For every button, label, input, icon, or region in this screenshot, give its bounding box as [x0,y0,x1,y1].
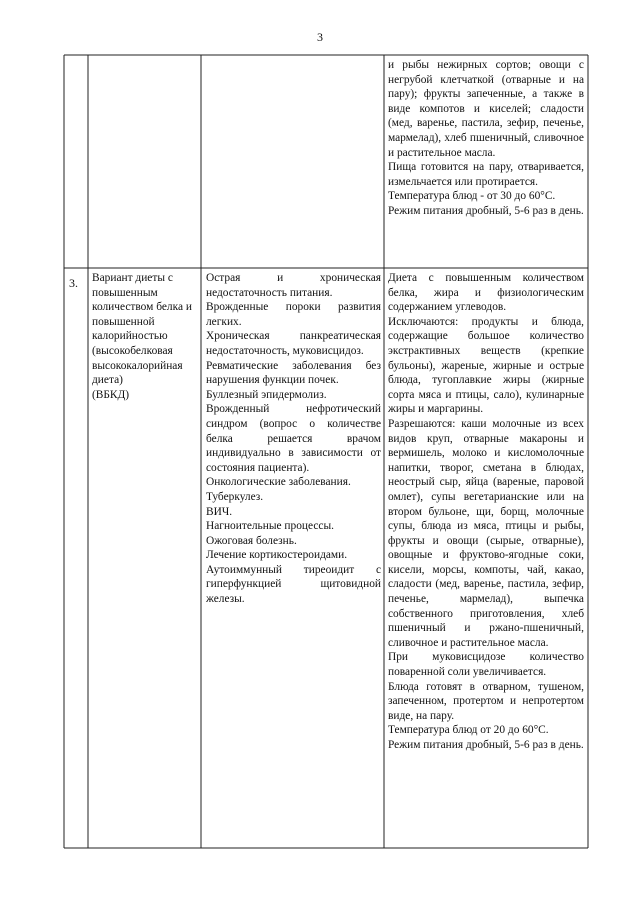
row-number: 3. [69,276,78,290]
description-paragraph: Блюда готовят в отварном, тушеном, запеченном, протертом и непротертом виде, на пару. [388,680,584,722]
continuation-paragraph: Режим питания дробный, 5-6 раз в день. [388,204,584,217]
continuation-description-cell [388,58,584,219]
diet-description-cell [388,271,584,753]
diet-variant-name: Вариант диеты с повышенным количеством белка и повышенной калорийностью (высокобелковая высококалорийная диета) (ВБКД) [92,272,192,401]
indication-item: Хроническая панкреатическая недостаточность, муковисцидоз. [206,330,381,357]
page-number: 3 [317,30,323,44]
indication-item: Врожденный нефротический синдром (вопрос о количестве белка решается врачом индивидуально в зависимости от состояния пациента). [206,403,381,474]
indication-item: Буллезный эпидермолиз. [206,388,327,401]
indication-item: Туберкулез. [206,490,264,503]
description-paragraph: Диета с повышенным количеством белка, жира и физиологическим содержанием углеводов. [388,272,584,314]
indication-item: Онкологические заболевания. [206,476,351,489]
indication-item: Ревматические заболевания без нарушения функции почек. [206,359,381,387]
indication-item: Нагноительные процессы. [206,520,334,533]
continuation-paragraph: Температура блюд - от 30 до 60°С. [388,190,556,203]
indication-item: Острая и хроническая недостаточность питания. [206,272,381,299]
indication-item: Ожоговая болезнь. [206,534,297,547]
indication-item: Аутоиммунный тиреоидит с гиперфункцией щитовидной железы. [206,563,381,606]
description-paragraph: Режим питания дробный, 5-6 раз в день. [388,739,584,751]
description-paragraph: При муковисцидозе количество поваренной соли увеличивается. [388,651,584,679]
indication-item: ВИЧ. [206,505,233,518]
description-paragraph: Температура блюд от 20 до 60°С. [388,724,549,737]
description-paragraph: Исключаются: продукты и блюда, содержащие большое количество экстрактивных веществ (крепкие бульоны), жареные, жирные и острые блюда, тугоплавкие жиры (жирные сорта мяса и птицы, сало), кулинарные жиры и маргарины. [388,315,584,416]
continuation-paragraph: и рыбы нежирных сортов; овощи с негрубой клетчаткой (отварные и на пару); фрукты запеченные, а также в виде компотов и киселей; сладости (мед, варенье, пастила, зефир, печенье, мармелад), хлеб пшеничный, сливочное и растительное масла. [388,59,584,159]
indications-cell [206,271,381,607]
indication-item: Лечение кортикостероидами. [206,549,348,562]
indication-item: Врожденные пороки развития легких. [206,301,381,328]
description-paragraph: Разрешаются: каши молочные из всех видов круп, отварные макароны и вермишель, молоко и кисломолочные напитки, творог, сметана в блюдах, неострый сыр, яйца (вареные, паровой омлет), супы вегетарианские или на втором бульоне, щи, борщ, молочные супы, блюда из мяса, птицы и рыбы, фрукты и овощи (сырые, отварные), овощные и фруктово-ягодные соки, кисели, морсы, компоты, чай, какао, сладости (мед, варенье, пастила, зефир, печенье, мармелад), выпечка собственного приготовления, хлеб пшеничный и ржано-пшеничный, сливочное и растительное масла. [388,417,584,649]
continuation-paragraph: Пища готовится на пару, отваривается, измельчается или протирается. [388,161,584,188]
